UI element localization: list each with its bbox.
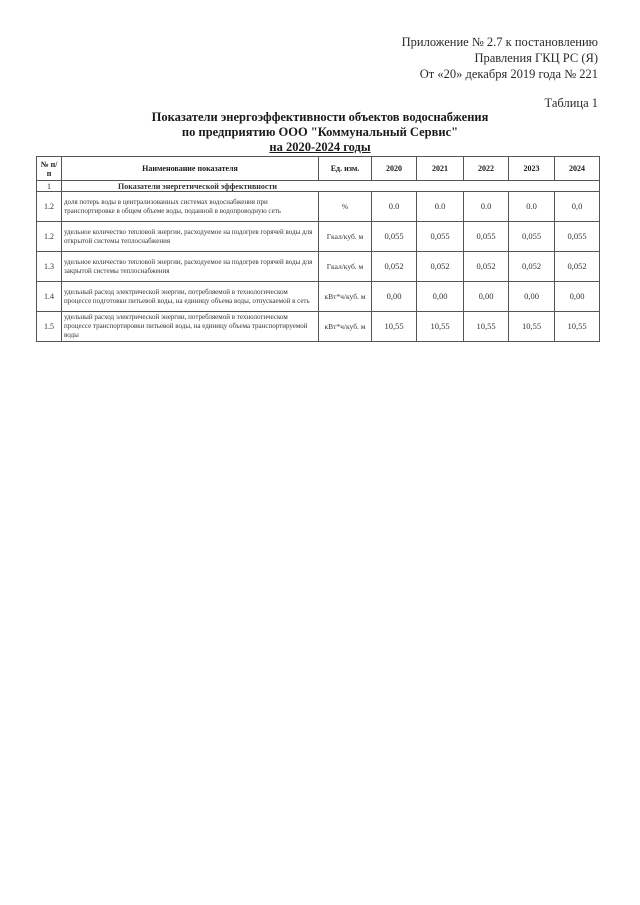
row-name: доля потерь воды в централизованных системах водоснабжения при транспортировке в общем объеме воды, поданной в водопроводную сеть xyxy=(62,192,319,222)
row-value: 0.0 xyxy=(509,192,555,222)
row-value: 0,055 xyxy=(417,222,464,252)
title-line-1: Показатели энергоэффективности объектов водоснабжения xyxy=(151,110,489,124)
row-unit: кВт*ч/куб. м xyxy=(319,282,372,312)
row-value: 0,055 xyxy=(509,222,555,252)
row-name: удельный расход электрической энергии, потребляемой в технологическом процессе подготовки питьевой воды, на единицу объема воды, отпускаемой в сеть xyxy=(62,282,319,312)
row-value: 0,055 xyxy=(555,222,600,252)
row-value: 10,55 xyxy=(509,312,555,342)
header-line-3: От «20» декабря 2019 года № 221 xyxy=(419,67,598,81)
row-unit: кВт*ч/куб. м xyxy=(319,312,372,342)
row-num: 1.2 xyxy=(37,192,62,222)
table-header-row xyxy=(37,157,600,181)
row-value: 0,00 xyxy=(555,282,600,312)
row-value: 0,00 xyxy=(417,282,464,312)
row-value: 10,55 xyxy=(464,312,509,342)
section-title: Показатели энергетической эффективности xyxy=(62,181,600,192)
row-name: удельное количество тепловой энергии, расходуемое на подогрев горячей воды для закрытой системы теплоснабжения xyxy=(62,252,319,282)
row-value: 10,55 xyxy=(372,312,417,342)
row-name: удельное количество тепловой энергии, расходуемое на подогрев горячей воды для открытой системы теплоснабжения xyxy=(62,222,319,252)
table-row xyxy=(37,252,600,282)
title-line-3: на 2020-2024 годы xyxy=(269,140,371,154)
row-value: 0,0 xyxy=(555,192,600,222)
row-unit: Гкал/куб. м xyxy=(319,252,372,282)
header-line-2: Правления ГКЦ РС (Я) xyxy=(474,51,598,65)
row-unit: % xyxy=(319,192,372,222)
col-year-header: 2021 xyxy=(417,157,464,181)
col-year-header: 2022 xyxy=(464,157,509,181)
row-value: 10,55 xyxy=(555,312,600,342)
row-value: 0,052 xyxy=(555,252,600,282)
row-value: 0,052 xyxy=(509,252,555,282)
table-row xyxy=(37,312,600,342)
row-num: 1.3 xyxy=(37,252,62,282)
row-value: 0.0 xyxy=(372,192,417,222)
row-num: 1.4 xyxy=(37,282,62,312)
table-label: Таблица 1 xyxy=(544,96,598,110)
document-header xyxy=(402,34,598,82)
row-value: 0,055 xyxy=(464,222,509,252)
section-num: 1 xyxy=(37,181,62,192)
row-value: 0.0 xyxy=(417,192,464,222)
section-row xyxy=(37,181,600,192)
row-value: 0,00 xyxy=(372,282,417,312)
table-row xyxy=(37,282,600,312)
table-row xyxy=(37,192,600,222)
col-unit-header: Ед. изм. xyxy=(319,157,372,181)
document-title xyxy=(0,110,640,155)
row-value: 0.0 xyxy=(464,192,509,222)
header-line-1: Приложение № 2.7 к постановлению xyxy=(401,35,598,49)
indicators-table xyxy=(36,156,600,342)
col-year-header: 2023 xyxy=(509,157,555,181)
row-value: 0,055 xyxy=(372,222,417,252)
row-value: 0,052 xyxy=(372,252,417,282)
col-name-header: Наименование показателя xyxy=(62,157,319,181)
row-unit: Гкал/куб. м xyxy=(319,222,372,252)
row-value: 10,55 xyxy=(417,312,464,342)
col-year-header: 2020 xyxy=(372,157,417,181)
row-value: 0,052 xyxy=(417,252,464,282)
col-num-header: № п/п xyxy=(37,157,62,181)
row-value: 0,052 xyxy=(464,252,509,282)
table-row xyxy=(37,222,600,252)
row-num: 1.2 xyxy=(37,222,62,252)
row-value: 0,00 xyxy=(509,282,555,312)
row-name: удельный расход электрической энергии, потребляемой в технологическом процессе транспортировки питьевой воды, на единицу объема транспортируемой воды xyxy=(62,312,319,342)
title-line-2: по предприятию ООО "Коммунальный Сервис" xyxy=(181,125,459,139)
row-value: 0,00 xyxy=(464,282,509,312)
col-year-header: 2024 xyxy=(555,157,600,181)
row-num: 1.5 xyxy=(37,312,62,342)
